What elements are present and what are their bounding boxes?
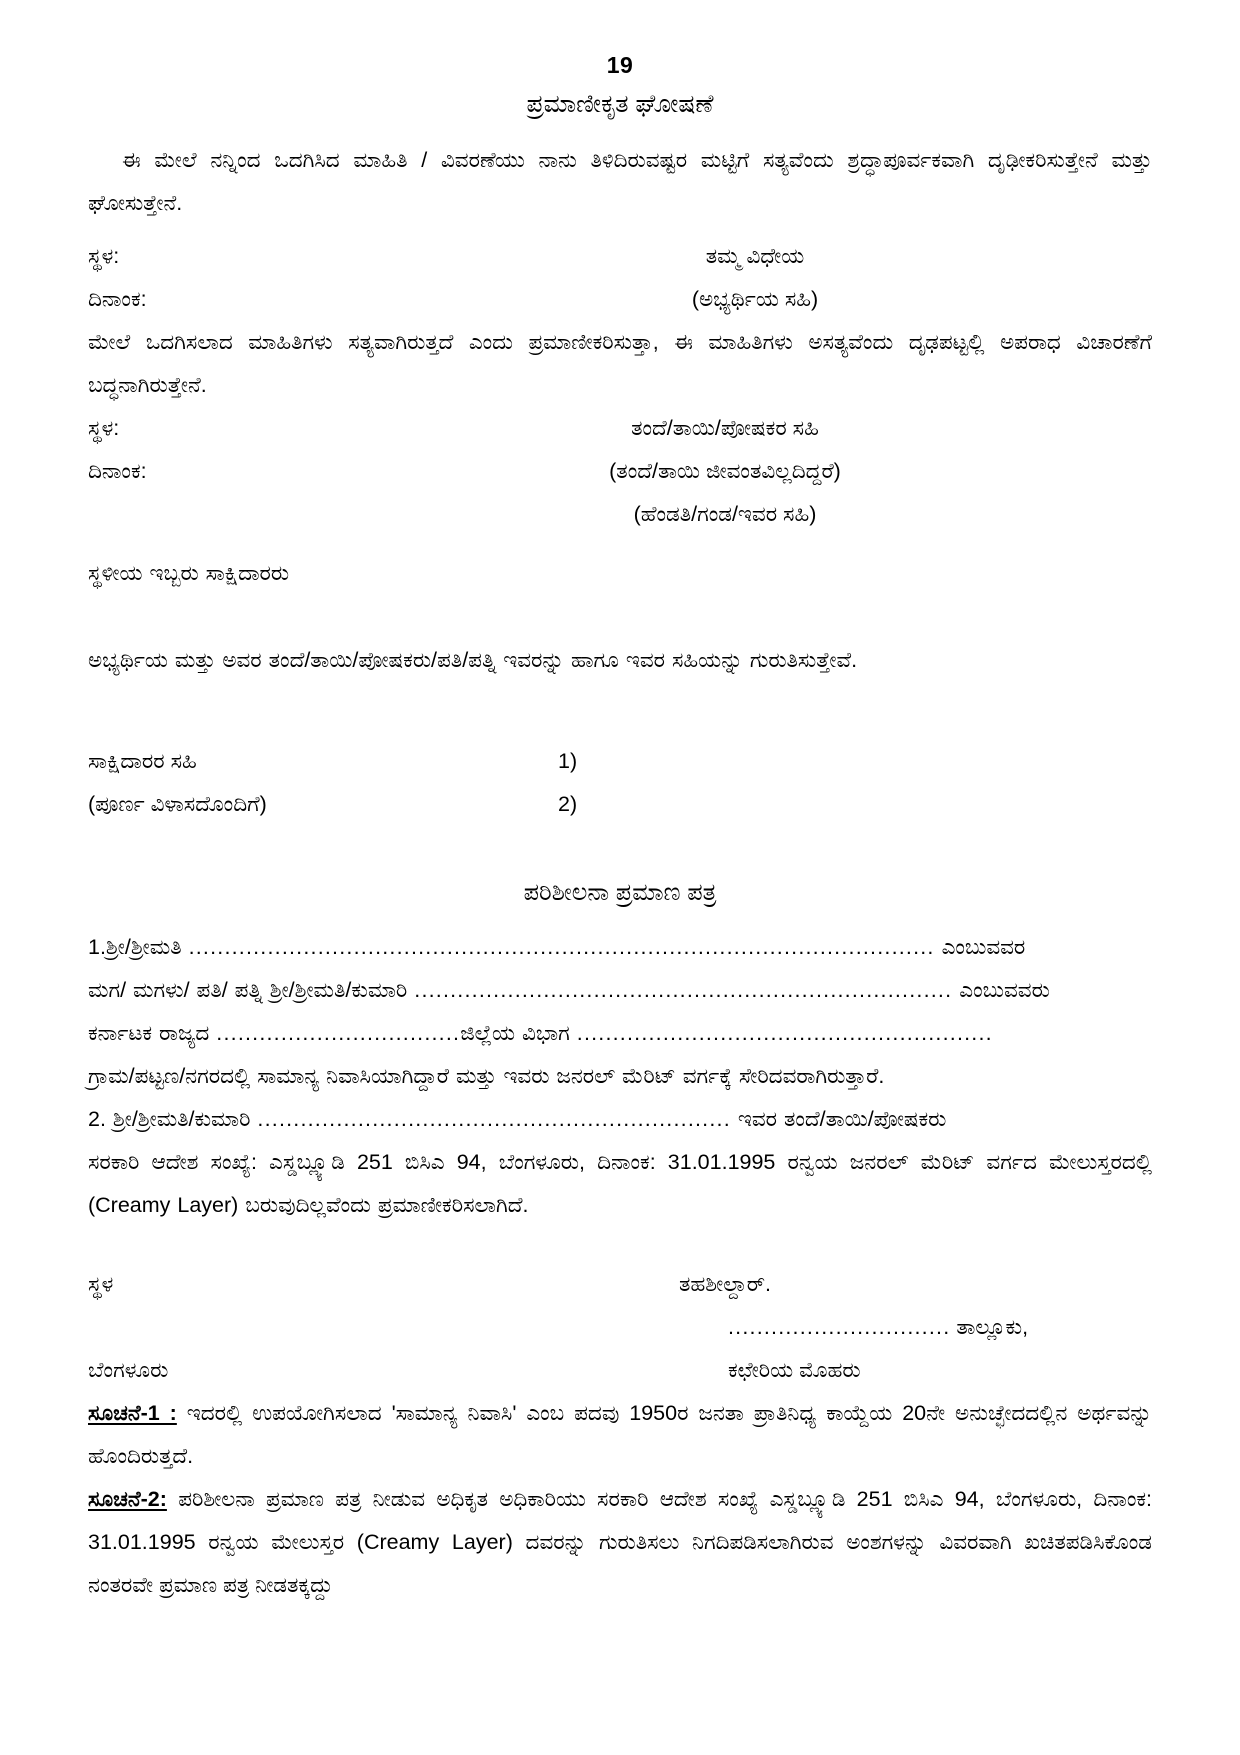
tahsildar-label: ತಹಶೀಲ್ದಾರ್.: [678, 1271, 772, 1296]
witnesses-heading: ಸ್ಥಳೀಯ ಇಬ್ಬರು ಸಾಕ್ಷಿದಾರರು: [88, 561, 290, 586]
office-seal-label: ಕಛೇರಿಯ ಮೊಹರು: [728, 1357, 861, 1382]
taluk-label: ತಾಲ್ಲೂಕು,: [956, 1314, 1029, 1339]
declaration-place-label: ಸ್ಥಳ:: [88, 244, 120, 269]
verification-line-2-dots: ...........................................................................: [414, 977, 953, 1002]
verification-line-1-suffix: ಎಂಬುವವರ: [941, 934, 1026, 959]
witness-signature-label: ಸಾಕ್ಷಿದಾರರ ಸಹಿ: [88, 749, 197, 774]
page-number: 19: [606, 52, 634, 78]
note-1: [88, 1392, 1152, 1478]
note-1-label: ಸೂಚನೆ-1 :: [88, 1400, 177, 1425]
authority-place-row: [88, 1263, 1152, 1306]
verification-line-2: [88, 969, 1152, 1012]
taluk-dots: ...............................: [728, 1314, 951, 1339]
witness-item-1: 1): [558, 749, 578, 774]
verification-line-6: ಸರಕಾರಿ ಆದೇಶ ಸಂಖ್ಯೆ: ಎಸ್ಡಬ್ಲ್ಯೂಡಿ 251 ಬಿಸಿಎ 94, ಬೆಂಗಳೂರು, ದಿನಾಂಕ: 31.01.1995 ರನ್ವಯ ಜನರಲ್ ಮೆರಿಟ್ ವರ್ಗದ ಮೇಲುಸ್ತರದಲ್ಲಿ (Creamy Layer) ಬರುವುದಿಲ್ಲವೆಂದು ಪ್ರಮಾಣೀಕರಿಸಲಾಗಿದೆ.: [88, 1149, 1152, 1217]
spouse-row-spacer: [88, 493, 388, 536]
verification-line-1-prefix: 1.ಶ್ರೀ/ಶ್ರೀಮತಿ: [88, 934, 182, 959]
note-2-label: ಸೂಚನೆ-2:: [88, 1486, 167, 1511]
guardian-date-label: ದಿನಾಂಕ:: [88, 459, 147, 484]
verification-line-3: [88, 1012, 1152, 1055]
witness-signature-row-2: [88, 783, 1152, 826]
verification-line-1-dots: ........................................................................................................: [188, 934, 935, 959]
verification-line-5-prefix: 2. ಶ್ರೀ/ಶ್ರೀಮತಿ/ಕುಮಾರಿ: [88, 1106, 251, 1131]
authority-place-label: ಸ್ಥಳ: [88, 1271, 114, 1296]
document-title: ಪ್ರಮಾಣೀಕೃತ ಘೋಷಣೆ: [526, 89, 714, 118]
parent-alive-note: (ತಂದೆ/ತಾಯಿ ಜೀವಂತವಿಲ್ಲದಿದ್ದರೆ): [609, 459, 841, 484]
verification-line-2-prefix: ಮಗ/ ಮಗಳು/ ಪತಿ/ ಪತ್ನಿ ಶ್ರೀ/ಶ್ರೀಮತಿ/ಕುಮಾರಿ: [88, 977, 408, 1002]
verification-line-5: [88, 1098, 1152, 1141]
authority-taluk-line: [728, 1306, 1152, 1349]
declaration-date-label: ದಿನಾಂಕ:: [88, 287, 147, 312]
authority-taluk-spacer: [88, 1306, 728, 1349]
declaration-body: ಈ ಮೇಲೆ ನನ್ನಿಂದ ಒದಗಿಸಿದ ಮಾಹಿತಿ / ವಿವರಣೆಯು ನಾನು ತಿಳಿದಿರುವಷ್ಟರ ಮಟ್ಟಿಗೆ ಸತ್ಯವೆಂದು ಶ್ರದ್ಧಾಪೂರ್ವಕವಾಗಿ ದೃಢೀಕರಿಸುತ್ತೇನೆ ಮತ್ತು ಘೋಸುತ್ತೇನೆ.: [88, 148, 1152, 216]
verification-line-3-mid: ಜಿಲ್ಲೆಯ ವಿಭಾಗ: [460, 1020, 570, 1045]
verification-line-3-prefix: ಕರ್ನಾಟಕ ರಾಜ್ಯದ: [88, 1020, 210, 1045]
verification-line-4: ಗ್ರಾಮ/ಪಟ್ಟಣ/ನಗರದಲ್ಲಿ ಸಾಮಾನ್ಯ ನಿವಾಸಿಯಾಗಿದ್ದಾರೆ ಮತ್ತು ಇವರು ಜನರಲ್ ಮೆರಿಟ್ ವರ್ಗಕ್ಕೆ ಸೇರಿದವರಾಗಿರುತ್ತಾರೆ.: [88, 1063, 885, 1088]
verification-line-2-suffix: ಎಂಬುವವರು: [959, 977, 1050, 1002]
spouse-signature-label: (ಹೆಂಡತಿ/ಗಂಡ/ಇವರ ಸಹಿ): [633, 502, 817, 527]
guardian-date-row: [88, 450, 1152, 493]
note-2: [88, 1478, 1152, 1607]
authority-city-label: ಬೆಂಗಳೂರು: [88, 1357, 169, 1382]
verification-certificate-heading: ಪರಿಶೀಲನಾ ಪ್ರಮಾಣ ಪತ್ರ: [523, 879, 717, 907]
note-1-text: ಇದರಲ್ಲಿ ಉಪಯೋಗಿಸಲಾದ 'ಸಾಮಾನ್ಯ ನಿವಾಸಿ' ಎಂಬ ಪದವು 1950ರ ಜನತಾ ಪ್ರಾತಿನಿಧ್ಯ ಕಾಯ್ದೆಯ 20ನೇ ಅನುಚ್ಛೇದದಲ್ಲಿನ ಅರ್ಥವನ್ನು ಹೊಂದಿರುತ್ತದೆ.: [88, 1400, 1152, 1468]
guardian-place-label: ಸ್ಥಳ:: [88, 416, 120, 441]
witness-item-2: 2): [558, 792, 578, 817]
verification-line-5-suffix: ಇವರ ತಂದೆ/ತಾಯಿ/ಪೋಷಕರು: [737, 1106, 947, 1131]
parent-signature-label: ತಂದೆ/ತಾಯಿ/ಪೋಷಕರ ಸಹಿ: [631, 416, 819, 441]
verification-line-3-dots-1: ..................................: [216, 1020, 461, 1045]
authority-taluk-row: [88, 1306, 1152, 1349]
guardian-declaration-body: ಮೇಲೆ ಒದಗಿಸಲಾದ ಮಾಹಿತಿಗಳು ಸತ್ಯವಾಗಿರುತ್ತದೆ ಎಂದು ಪ್ರಮಾಣೀಕರಿಸುತ್ತಾ, ಈ ಮಾಹಿತಿಗಳು ಅಸತ್ಯವೆಂದು ದೃಢಪಟ್ಟಲ್ಲಿ ಅಪರಾಧ ವಿಚಾರಣೆಗೆ ಬದ್ಧನಾಗಿರುತ್ತೇನೆ.: [88, 330, 1152, 398]
yours-faithfully-label: ತಮ್ಮ ವಿಧೇಯ: [705, 244, 805, 269]
verification-line-3-dots-2: ..........................................................: [576, 1020, 993, 1045]
note-2-text: ಪರಿಶೀಲನಾ ಪ್ರಮಾಣ ಪತ್ರ ನೀಡುವ ಅಧಿಕೃತ ಅಧಿಕಾರಿಯು ಸರಕಾರಿ ಆದೇಶ ಸಂಖ್ಯೆ ಎಸ್ಡಬ್ಲ್ಯೂಡಿ 251 ಬಿಸಿಎ 94, ಬೆಂಗಳೂರು, ದಿನಾಂಕ: 31.01.1995 ರನ್ವಯ ಮೇಲುಸ್ತರ (Creamy Layer) ದವರನ್ನು ಗುರುತಿಸಲು ನಿಗದಿಪಡಿಸಲಾಗಿರುವ ಅಂಶಗಳನ್ನು ವಿವರವಾಗಿ ಖಚಿತಪಡಿಸಿಕೊಂಡ ನಂತರವೇ ಪ್ರಮಾಣ ಪತ್ರ ನೀಡತಕ್ಕದ್ದು: [88, 1486, 1152, 1597]
declaration-place-row: [88, 235, 1152, 278]
witnesses-statement: ಅಭ್ಯರ್ಥಿಯ ಮತ್ತು ಅವರ ತಂದೆ/ತಾಯಿ/ಪೋಷಕರು/ಪತಿ/ಪತ್ನಿ ಇವರನ್ನು ಹಾಗೂ ಇವರ ಸಹಿಯನ್ನು ಗುರುತಿಸುತ್ತೇವೆ.: [88, 648, 858, 673]
verification-line-5-dots: ..................................................................: [257, 1106, 731, 1131]
verification-line-1: [88, 926, 1152, 969]
authority-city-row: [88, 1349, 1152, 1392]
guardian-place-row: [88, 407, 1152, 450]
declaration-date-row: [88, 278, 1152, 321]
candidate-signature-label: (ಅಭ್ಯರ್ಥಿಯ ಸಹಿ): [691, 287, 819, 312]
spouse-signature-row: [88, 493, 1152, 536]
witness-signature-row-1: [88, 740, 1152, 783]
witness-address-label: (ಪೂರ್ಣ ವಿಳಾಸದೊಂದಿಗೆ): [88, 792, 267, 817]
